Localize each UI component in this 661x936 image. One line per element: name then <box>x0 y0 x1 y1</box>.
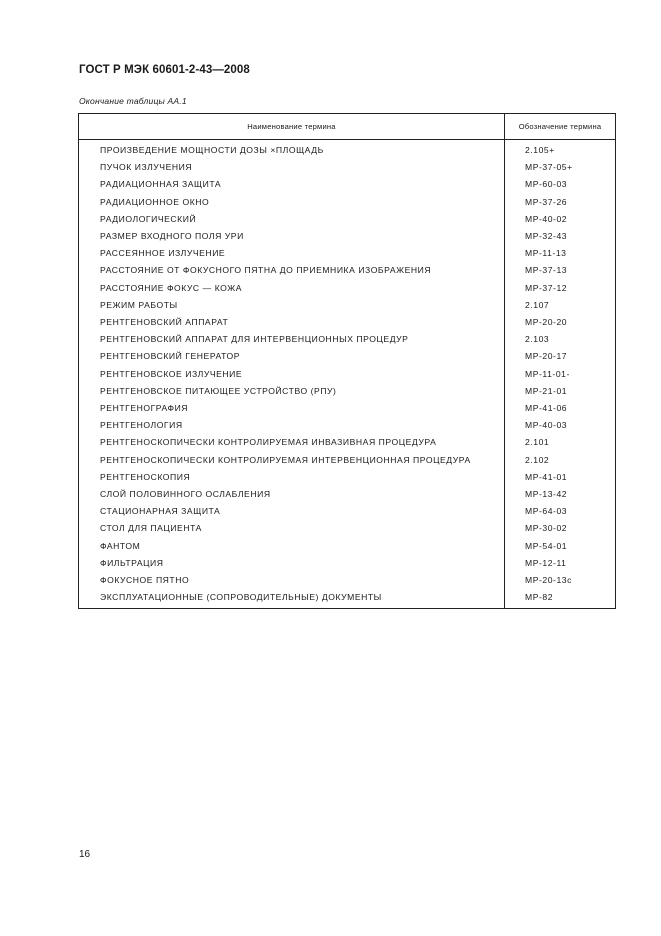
term-code-cell: МР-82 <box>505 589 616 609</box>
table-row <box>79 176 616 193</box>
term-code-cell: МР-37-12 <box>505 280 616 297</box>
term-code-cell: МР-21-01 <box>505 383 616 400</box>
table-row <box>79 211 616 228</box>
term-name-cell: РЕНТГЕНОСКОПИЯ <box>79 469 505 486</box>
term-code-cell: МР-37-13 <box>505 262 616 279</box>
table-row <box>79 555 616 572</box>
table-row <box>79 417 616 434</box>
table-header-row <box>79 114 616 140</box>
term-name-cell: РЕНТГЕНОГРАФИЯ <box>79 400 505 417</box>
term-name-cell: СЛОЙ ПОЛОВИННОГО ОСЛАБЛЕНИЯ <box>79 486 505 503</box>
term-name-cell: РАССЕЯННОЕ ИЗЛУЧЕНИЕ <box>79 245 505 262</box>
table-row <box>79 280 616 297</box>
term-name-cell: ПРОИЗВЕДЕНИЕ МОЩНОСТИ ДОЗЫ ×ПЛОЩАДЬ <box>79 140 505 160</box>
term-code-cell: 2.102 <box>505 452 616 469</box>
term-name-cell: РЕНТГЕНОВСКИЙ АППАРАТ <box>79 314 505 331</box>
term-name-cell: РЕНТГЕНОВСКОЕ ПИТАЮЩЕЕ УСТРОЙСТВО (РПУ) <box>79 383 505 400</box>
term-code-cell: МР-40-02 <box>505 211 616 228</box>
term-code-cell: МР-64-03 <box>505 503 616 520</box>
term-name-cell: ФАНТОМ <box>79 538 505 555</box>
term-code-cell: 2.107 <box>505 297 616 314</box>
table-row <box>79 348 616 365</box>
table-row <box>79 503 616 520</box>
term-name-cell: ФОКУСНОЕ ПЯТНО <box>79 572 505 589</box>
table-row <box>79 452 616 469</box>
table-row <box>79 159 616 176</box>
table-row <box>79 589 616 609</box>
term-name-cell: РАДИОЛОГИЧЕСКИЙ <box>79 211 505 228</box>
term-name-cell: ЭКСПЛУАТАЦИОННЫЕ (СОПРОВОДИТЕЛЬНЫЕ) ДОКУМЕНТЫ <box>79 589 505 609</box>
term-code-cell: МР-11-01- <box>505 366 616 383</box>
term-code-cell: МР-41-06 <box>505 400 616 417</box>
term-code-cell: МР-41-01 <box>505 469 616 486</box>
term-code-cell: МР-54-01 <box>505 538 616 555</box>
term-name-cell: СТАЦИОНАРНАЯ ЗАЩИТА <box>79 503 505 520</box>
term-code-cell: МР-13-42 <box>505 486 616 503</box>
term-code-cell: МР-37-26 <box>505 194 616 211</box>
table-row <box>79 245 616 262</box>
term-code-cell: МР-40-03 <box>505 417 616 434</box>
term-name-cell: РЕЖИМ РАБОТЫ <box>79 297 505 314</box>
table-row <box>79 400 616 417</box>
term-code-cell: МР-20-17 <box>505 348 616 365</box>
term-code-cell: МР-12-11 <box>505 555 616 572</box>
table-row <box>79 194 616 211</box>
table-row <box>79 383 616 400</box>
term-name-cell: РЕНТГЕНОВСКОЕ ИЗЛУЧЕНИЕ <box>79 366 505 383</box>
term-code-cell: 2.105+ <box>505 140 616 160</box>
term-name-cell: ФИЛЬТРАЦИЯ <box>79 555 505 572</box>
terms-table-body <box>79 140 616 609</box>
table-row <box>79 469 616 486</box>
table-row <box>79 314 616 331</box>
term-code-cell: МР-32-43 <box>505 228 616 245</box>
table-row <box>79 520 616 537</box>
term-name-cell: РЕНТГЕНОСКОПИЧЕСКИ КОНТРОЛИРУЕМАЯ ИНТЕРВЕНЦИОННАЯ ПРОЦЕДУРА <box>79 452 505 469</box>
term-name-cell: ПУЧОК ИЗЛУЧЕНИЯ <box>79 159 505 176</box>
table-row <box>79 228 616 245</box>
table-caption: Окончание таблицы АА.1 <box>79 96 187 106</box>
term-name-cell: РЕНТГЕНОЛОГИЯ <box>79 417 505 434</box>
term-name-cell: РАССТОЯНИЕ ФОКУС — КОЖА <box>79 280 505 297</box>
table-row <box>79 297 616 314</box>
page-number: 16 <box>79 849 91 860</box>
table-row <box>79 366 616 383</box>
document-standard-title: ГОСТ Р МЭК 60601-2-43—2008 <box>79 64 250 76</box>
term-name-cell: РЕНТГЕНОВСКИЙ ГЕНЕРАТОР <box>79 348 505 365</box>
column-header-term-name: Наименование термина <box>79 114 505 140</box>
term-code-cell: 2.103 <box>505 331 616 348</box>
term-code-cell: МР-20-13с <box>505 572 616 589</box>
term-name-cell: РЕНТГЕНОСКОПИЧЕСКИ КОНТРОЛИРУЕМАЯ ИНВАЗИВНАЯ ПРОЦЕДУРА <box>79 434 505 451</box>
table-row <box>79 538 616 555</box>
term-code-cell: МР-37-05+ <box>505 159 616 176</box>
term-code-cell: 2.101 <box>505 434 616 451</box>
term-name-cell: РАДИАЦИОННОЕ ОКНО <box>79 194 505 211</box>
term-code-cell: МР-11-13 <box>505 245 616 262</box>
term-name-cell: РЕНТГЕНОВСКИЙ АППАРАТ ДЛЯ ИНТЕРВЕНЦИОННЫХ ПРОЦЕДУР <box>79 331 505 348</box>
column-header-term-code: Обозначение термина <box>505 114 616 140</box>
term-code-cell: МР-30-02 <box>505 520 616 537</box>
table-row <box>79 572 616 589</box>
term-name-cell: РАДИАЦИОННАЯ ЗАЩИТА <box>79 176 505 193</box>
terms-table <box>78 113 616 609</box>
term-name-cell: РАССТОЯНИЕ ОТ ФОКУСНОГО ПЯТНА ДО ПРИЕМНИКА ИЗОБРАЖЕНИЯ <box>79 262 505 279</box>
table-row <box>79 140 616 160</box>
table-row <box>79 434 616 451</box>
table-row <box>79 262 616 279</box>
term-name-cell: РАЗМЕР ВХОДНОГО ПОЛЯ УРИ <box>79 228 505 245</box>
table-row <box>79 486 616 503</box>
term-code-cell: МР-20-20 <box>505 314 616 331</box>
table-row <box>79 331 616 348</box>
term-code-cell: МР-60-03 <box>505 176 616 193</box>
term-name-cell: СТОЛ ДЛЯ ПАЦИЕНТА <box>79 520 505 537</box>
